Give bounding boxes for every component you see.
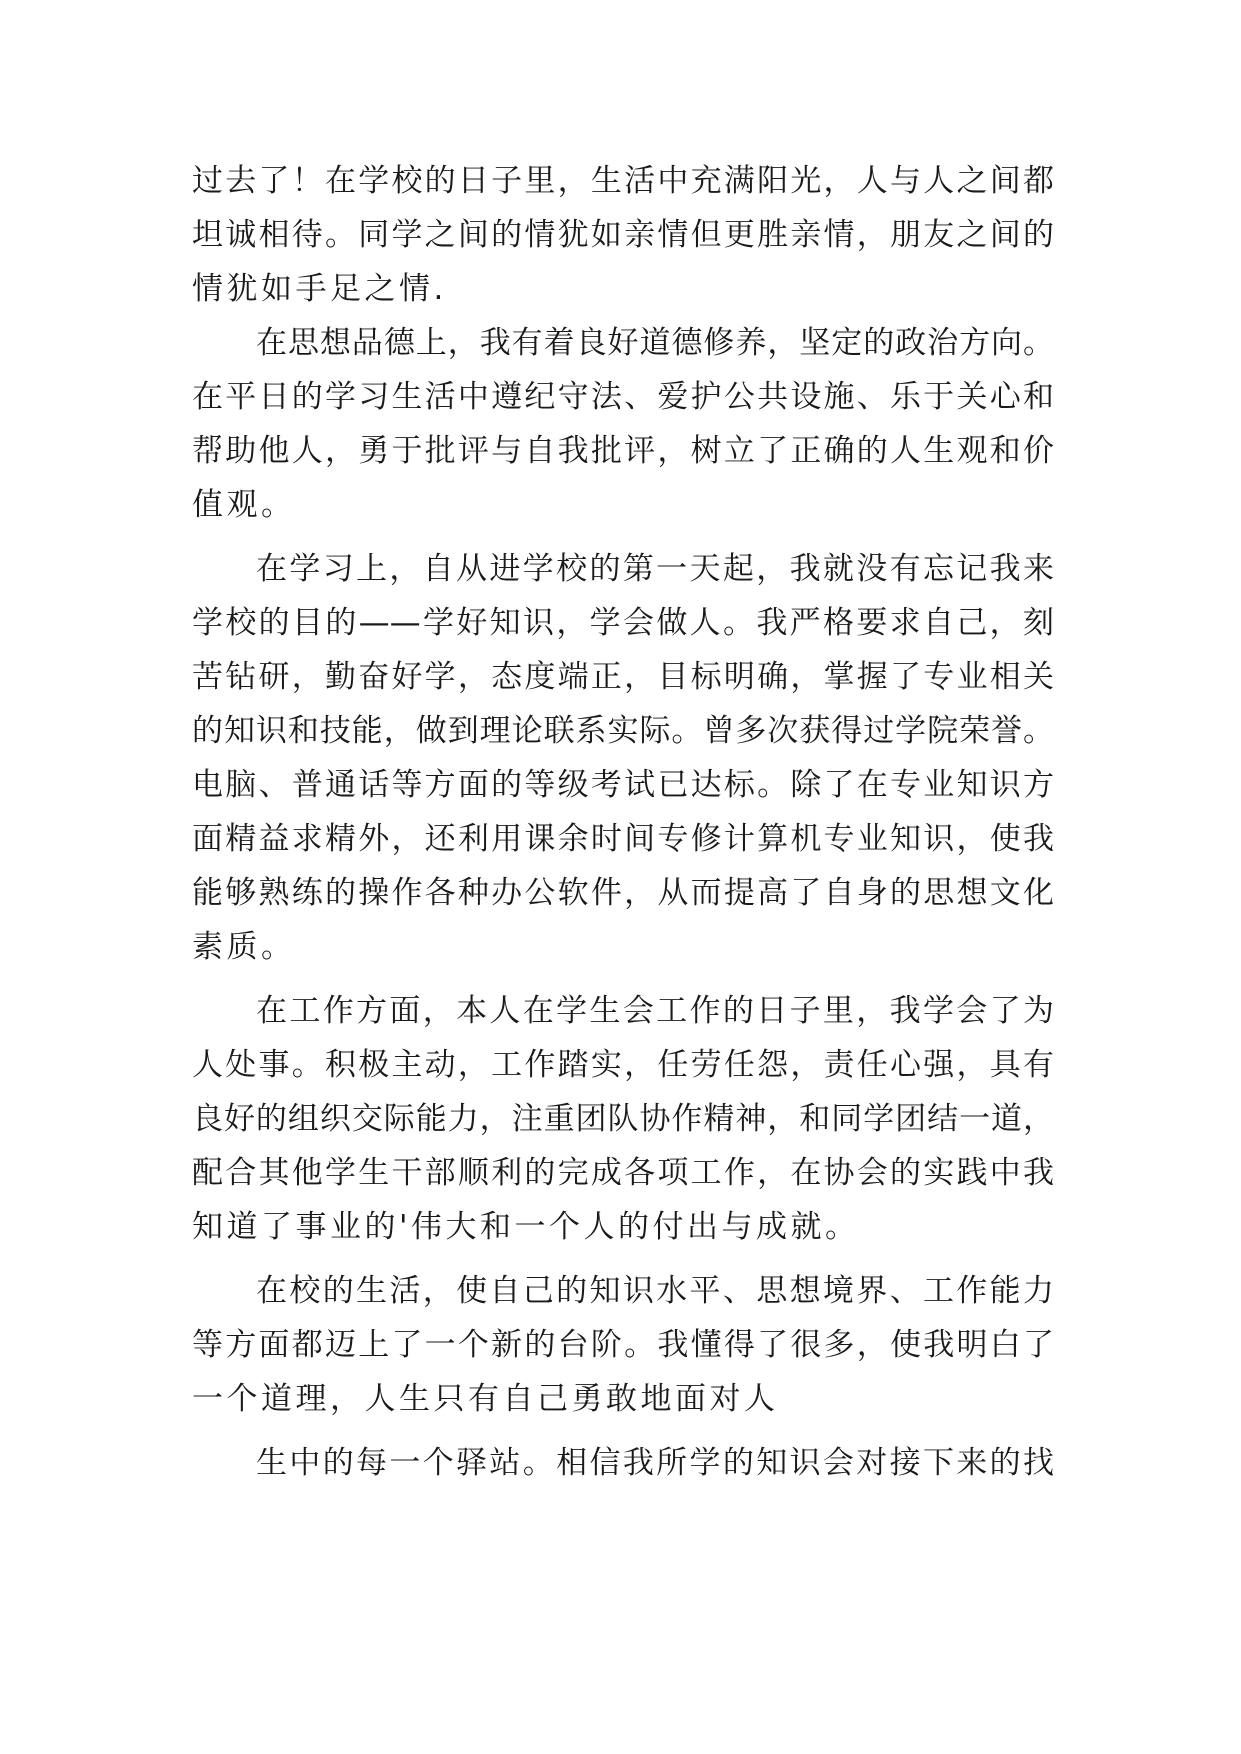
paragraph-start-line: 在思想品德上，我有着良好道德修养，坚定的政治方向。 — [256, 325, 1054, 361]
paragraph-start-line: 在校的生活，使自己的知识水平、思想境界、工作能力 — [256, 1273, 1054, 1309]
text-line: 良好的组织交际能力，注重团队协作精神，和同学团结一道， — [192, 1101, 1054, 1137]
paragraph-start-line: 生中的每一个驿站。相信我所学的知识会对接下来的找 — [256, 1445, 1054, 1481]
text-line: 一个道理，人生只有自己勇敢地面对人 — [192, 1381, 779, 1417]
text-line: 电脑、普通话等方面的等级考试已达标。除了在专业知识方 — [192, 767, 1054, 803]
text-line: 素质。 — [192, 929, 296, 965]
text-line: 过去了！在学校的日子里，生活中充满阳光，人与人之间都 — [192, 163, 1054, 199]
paragraph-start-line: 在学习上，自从进学校的第一天起，我就没有忘记我来 — [256, 551, 1054, 587]
text-line: 配合其他学生干部顺利的完成各项工作，在协会的实践中我 — [192, 1155, 1054, 1191]
text-line: 知道了事业的'伟大和一个人的付出与成就。 — [192, 1209, 860, 1245]
text-line: 情犹如手足之情. — [192, 271, 447, 307]
text-line: 在平日的学习生活中遵纪守法、爱护公共设施、乐于关心和 — [192, 379, 1054, 415]
text-line: 人处事。积极主动，工作踏实，任劳任怨，责任心强，具有 — [192, 1047, 1054, 1083]
text-line: 等方面都迈上了一个新的台阶。我懂得了很多，使我明白了 — [192, 1327, 1054, 1363]
text-line: 面精益求精外，还利用课余时间专修计算机专业知识，使我 — [192, 821, 1054, 857]
paragraph-start-line: 在工作方面，本人在学生会工作的日子里，我学会了为 — [256, 993, 1054, 1029]
text-line: 学校的目的——学好知识，学会做人。我严格要求自己，刻 — [192, 605, 1054, 641]
text-line: 能够熟练的操作各种办公软件，从而提高了自身的思想文化 — [192, 875, 1054, 911]
text-line: 坦诚相待。同学之间的情犹如亲情但更胜亲情，朋友之间的 — [192, 217, 1054, 253]
text-line: 帮助他人，勇于批评与自我批评，树立了正确的人生观和价 — [192, 433, 1054, 469]
text-line: 的知识和技能，做到理论联系实际。曾多次获得过学院荣誉。 — [192, 713, 1054, 749]
text-line: 苦钻研，勤奋好学，态度端正，目标明确，掌握了专业相关 — [192, 659, 1054, 695]
text-line: 值观。 — [192, 487, 296, 523]
